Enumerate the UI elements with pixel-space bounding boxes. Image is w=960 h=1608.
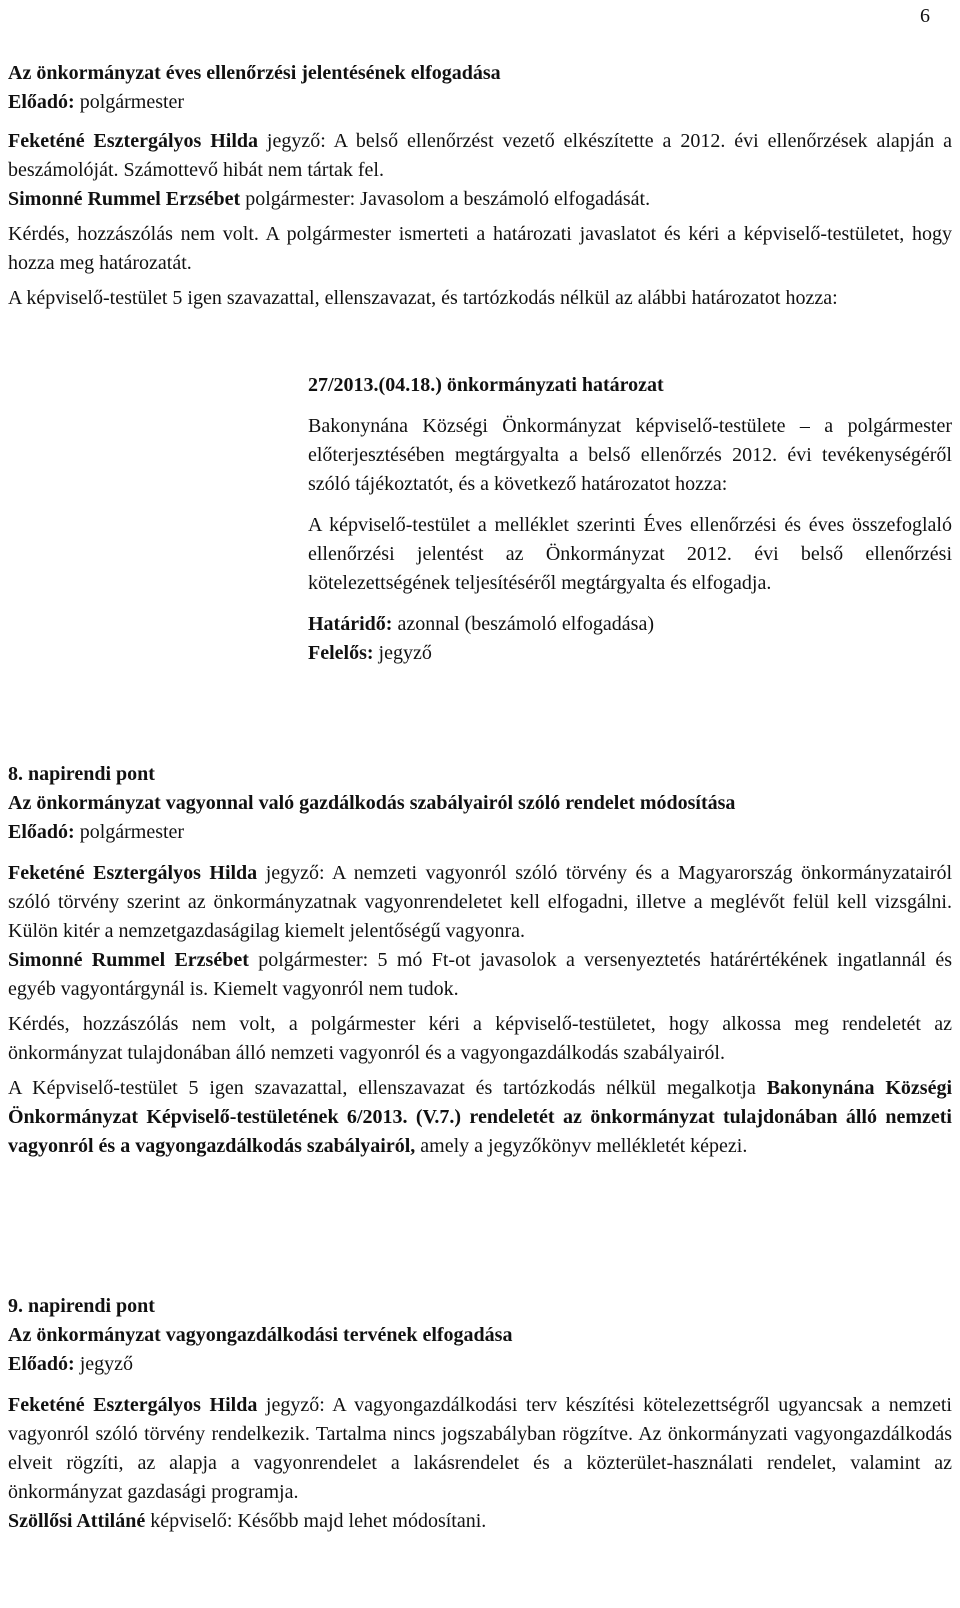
paragraph <box>8 1507 952 1536</box>
paragraph <box>8 127 952 185</box>
deadline-line <box>308 610 952 639</box>
speaker-name: Szöllősi Attiláné <box>8 1510 146 1532</box>
presenter-label: Előadó: <box>8 1353 75 1375</box>
section-heading: Az önkormányzat vagyongazdálkodási tervének elfogadása <box>8 1324 513 1346</box>
speaker-name: Simonné Rummel Erzsébet <box>8 949 249 971</box>
paragraph: A képviselő-testület 5 igen szavazattal, ellenszavazat, és tartózkodás nélkül az alábbi határozatot hozza: <box>8 287 838 309</box>
section-heading: Az önkormányzat éves ellenőrzési jelentésének elfogadása <box>8 62 501 84</box>
decision-bold: Bakonynána Községi Önkormányzat Képviselő-testületének 6/2013. (V.7.) rendeletét az önkormányzat tulajdonában álló nemzeti vagyonról és a vagyongazdálkodás szabályairól, <box>8 1077 953 1157</box>
speaker-name: Feketéné Esztergályos Hilda <box>8 1394 258 1416</box>
paragraph <box>8 1074 952 1161</box>
page-number: 6 <box>920 5 930 27</box>
responsible-value: jegyző <box>373 642 432 664</box>
speaker-text: képviselő: Később majd lehet módosítani. <box>145 1510 487 1532</box>
speaker-text: jegyző: A vagyongazdálkodási terv készítési kötelezettségről ugyancsak a nemzeti vagyonról szóló törvény rendelkezik. Tartalma nincs jogszabályban rögzítve. Az önkormányzati vagyongazdálkodás elveit rögzíti, az alapja a vagyonrendelet a lakásrendelet és a közterület-használati rendelet, valamint az önkormányzat gazdasági programja. <box>8 1394 952 1503</box>
resolution-title: 27/2013.(04.18.) önkormányzati határozat <box>308 374 664 396</box>
speaker-text: jegyző: A nemzeti vagyonról szóló törvény és a Magyarország önkormányzatairól szóló törvény szerint az önkormányzatnak vagyonrendeletet kell elfogadni, illetve a meglévőt felül kell vizsgálni. Külön kitér a nemzetgazdaságilag kiemelt jelentőségű vagyonra. <box>8 862 952 942</box>
speaker-name: Simonné Rummel Erzsébet <box>8 188 241 210</box>
deadline-label: Határidő: <box>308 613 393 635</box>
section-agenda-9 <box>8 1292 952 1536</box>
paragraph <box>8 1391 952 1507</box>
paragraph <box>8 946 952 1004</box>
agenda-number: 9. napirendi pont <box>8 1295 155 1317</box>
deadline-value: azonnal (beszámoló elfogadása) <box>392 613 654 635</box>
paragraph: Kérdés, hozzászólás nem volt. A polgármester ismerteti a határozati javaslatot és kéri a képviselő-testületet, hogy hozza meg határozatát. <box>8 223 952 274</box>
presenter-label: Előadó: <box>8 91 75 113</box>
resolution-body: A képviselő-testület a melléklet szerinti Éves ellenőrzési és éves összefoglaló ellenőrzési jelentést az Önkormányzat 2012. évi belső ellenőrzési kötelezettségének teljesítéséről megtárgyalta és elfogadja. <box>308 514 952 594</box>
resolution-block <box>308 371 952 668</box>
presenter-line <box>8 88 952 117</box>
decision-text: A Képviselő-testület 5 igen szavazattal, ellenszavazat és tartózkodás nélkül megalkotja <box>8 1077 767 1099</box>
speaker-name: Feketéné Esztergályos Hilda <box>8 130 259 152</box>
speaker-text: jegyző: A belső ellenőrzést vezető elkészítette a 2012. évi ellenőrzések alapján a beszámolóját. Számottevő hibát nem tártak fel. <box>8 130 952 181</box>
responsible-line <box>308 639 952 668</box>
speaker-text: polgármester: Javasolom a beszámoló elfogadását. <box>240 188 651 210</box>
paragraph <box>8 859 952 946</box>
section-agenda-8 <box>8 760 952 1161</box>
responsible-label: Felelős: <box>308 642 374 664</box>
paragraph <box>8 185 952 214</box>
paragraph: Kérdés, hozzászólás nem volt, a polgármester kéri a képviselő-testületet, hogy alkossa meg rendeletét az önkormányzat tulajdonában álló nemzeti vagyonról és a vagyongazdálkodás szabályairól. <box>8 1013 952 1064</box>
presenter-value: jegyző <box>74 1353 133 1375</box>
decision-text: amely a jegyzőkönyv mellékletét képezi. <box>415 1135 748 1157</box>
section-annual-audit-report <box>8 59 952 313</box>
agenda-number: 8. napirendi pont <box>8 763 155 785</box>
resolution-body: Bakonynána Községi Önkormányzat képviselő-testülete – a polgármester előterjesztésében megtárgyalta a belső ellenőrzés 2012. évi tevékenységéről szóló tájékoztatót, és a következő határozatot hozza: <box>308 415 952 495</box>
speaker-text: polgármester: 5 mó Ft-ot javasolok a versenyeztetés határértékének ingatlannál és egyéb vagyontárgynál is. Kiemelt vagyonról nem tudok. <box>8 949 952 1000</box>
presenter-value: polgármester <box>74 821 185 843</box>
presenter-value: polgármester <box>79 91 185 113</box>
presenter-label: Előadó: <box>8 821 75 843</box>
presenter-line <box>8 818 952 847</box>
presenter-line <box>8 1350 952 1379</box>
section-heading: Az önkormányzat vagyonnal való gazdálkodás szabályairól szóló rendelet módosítása <box>8 792 736 814</box>
speaker-name: Feketéné Esztergályos Hilda <box>8 862 258 884</box>
